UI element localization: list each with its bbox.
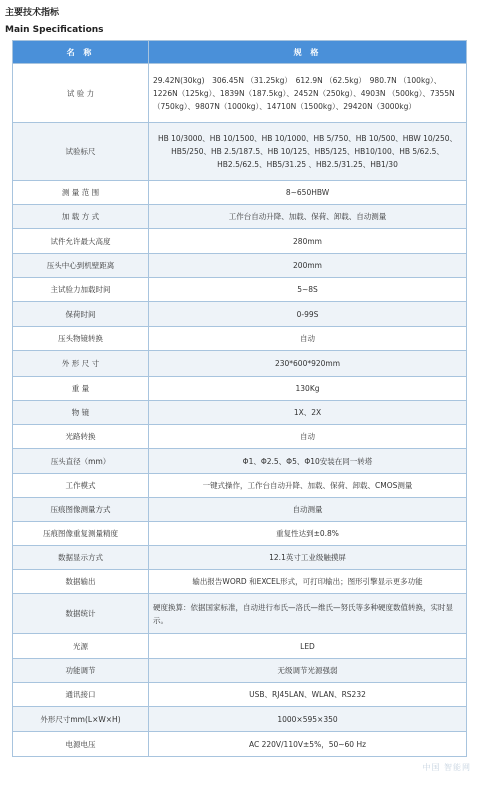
row-value: 1000×595×350: [149, 707, 467, 732]
table-row: [13, 474, 467, 498]
row-label: 外 形 尺 寸: [13, 351, 149, 377]
row-value: 5~8S: [149, 278, 467, 302]
row-label: 压头直径（mm）: [13, 449, 149, 474]
table-row: [13, 229, 467, 254]
row-value: 自动测量: [149, 498, 467, 522]
table-row: [13, 278, 467, 302]
table-row: [13, 205, 467, 229]
table-row: [13, 732, 467, 757]
specifications-table: [12, 40, 467, 757]
row-label: 试验标尺: [13, 123, 149, 181]
row-label: 压痕图像测量方式: [13, 498, 149, 522]
row-value: 29.42N(30kg) 306.45N （31.25kg） 612.9N （62.5kg） 980.7N （100kg）、1226N（125kg）、1839N（187.5kg）、2452N（250kg）、4903N （500kg）、7355N（750kg）、9807N（1000kg）、14710N（1500kg）、29420N（3000kg）: [149, 64, 467, 123]
row-value: 工作台自动升降、加载、保荷、卸载、自动测量: [149, 205, 467, 229]
row-value: 280mm: [149, 229, 467, 254]
row-value: 200mm: [149, 254, 467, 278]
row-label: 物 镜: [13, 401, 149, 425]
table-row: [13, 64, 467, 123]
row-label: 主试验力加载时间: [13, 278, 149, 302]
table-row: [13, 570, 467, 594]
table-row: [13, 594, 467, 634]
table-row: [13, 351, 467, 377]
column-header-spec: 规 格: [149, 41, 467, 64]
table-row: [13, 546, 467, 570]
table-row: [13, 522, 467, 546]
table-row: [13, 634, 467, 659]
row-label: 工作模式: [13, 474, 149, 498]
table-row: [13, 302, 467, 327]
table-row: [13, 327, 467, 351]
row-label: 外形尺寸mm(L×W×H): [13, 707, 149, 732]
row-label: 压头物镜转换: [13, 327, 149, 351]
row-label: 加 载 方 式: [13, 205, 149, 229]
row-label: 试件允许最大高度: [13, 229, 149, 254]
row-value: Φ1、Φ2.5、Φ5、Φ10安装在同一转塔: [149, 449, 467, 474]
row-value: 12.1英寸工业级触摸屏: [149, 546, 467, 570]
row-label: 光源: [13, 634, 149, 659]
row-value: 自动: [149, 327, 467, 351]
table-row: [13, 377, 467, 401]
table-row: [13, 123, 467, 181]
row-value: LED: [149, 634, 467, 659]
column-header-name: 名 称: [13, 41, 149, 64]
heading-english: Main Specifications: [5, 25, 104, 35]
row-label: 通讯接口: [13, 683, 149, 707]
table-row: [13, 425, 467, 449]
watermark: 中国 智能网: [422, 763, 471, 772]
table-header-row: [13, 41, 467, 64]
row-label: 压痕图像重复测量精度: [13, 522, 149, 546]
row-value: 输出报告WORD 和EXCEL形式，可打印输出；图形引擎显示更多功能: [149, 570, 467, 594]
row-label: 电源电压: [13, 732, 149, 757]
table-row: [13, 707, 467, 732]
row-label: 功能调节: [13, 659, 149, 683]
row-label: 数据显示方式: [13, 546, 149, 570]
row-label: 光路转换: [13, 425, 149, 449]
row-value: 130Kg: [149, 377, 467, 401]
row-value: 无级调节光源强弱: [149, 659, 467, 683]
row-label: 试 验 力: [13, 64, 149, 123]
table-row: [13, 181, 467, 205]
table-row: [13, 401, 467, 425]
row-value: 硬度换算：依据国家标准，自动进行布氏—洛氏—维氏—努氏等多种硬度数值转换，实时显示。: [149, 594, 467, 634]
row-label: 保荷时间: [13, 302, 149, 327]
row-value: USB、RJ45LAN、WLAN、RS232: [149, 683, 467, 707]
row-label: 数据统计: [13, 594, 149, 634]
row-value: 8~650HBW: [149, 181, 467, 205]
row-label: 数据输出: [13, 570, 149, 594]
row-value: 1X、2X: [149, 401, 467, 425]
row-label: 压头中心到机壁距离: [13, 254, 149, 278]
row-value: HB 10/3000、HB 10/1500、HB 10/1000、HB 5/750、HB 10/500、HBW 10/250、HB5/250、HB 2.5/187.5、HB 10/125、HB5/125、HB10/100、HB 5/62.5、HB2.5/62.5、HB5/31.25 、HB2.5/31.25、HB1/30: [149, 123, 467, 181]
row-value: 重复性达到±0.8%: [149, 522, 467, 546]
table-row: [13, 449, 467, 474]
row-label: 测 量 范 围: [13, 181, 149, 205]
table-row: [13, 254, 467, 278]
row-value: 自动: [149, 425, 467, 449]
table-row: [13, 498, 467, 522]
row-value: 230*600*920mm: [149, 351, 467, 377]
row-value: AC 220V/110V±5%，50~60 Hz: [149, 732, 467, 757]
row-value: 一键式操作，工作台自动升降、加载、保荷、卸载、CMOS测量: [149, 474, 467, 498]
table-row: [13, 659, 467, 683]
row-value: 0-99S: [149, 302, 467, 327]
row-label: 重 量: [13, 377, 149, 401]
heading-chinese: 主要技术指标: [5, 8, 60, 18]
table-row: [13, 683, 467, 707]
